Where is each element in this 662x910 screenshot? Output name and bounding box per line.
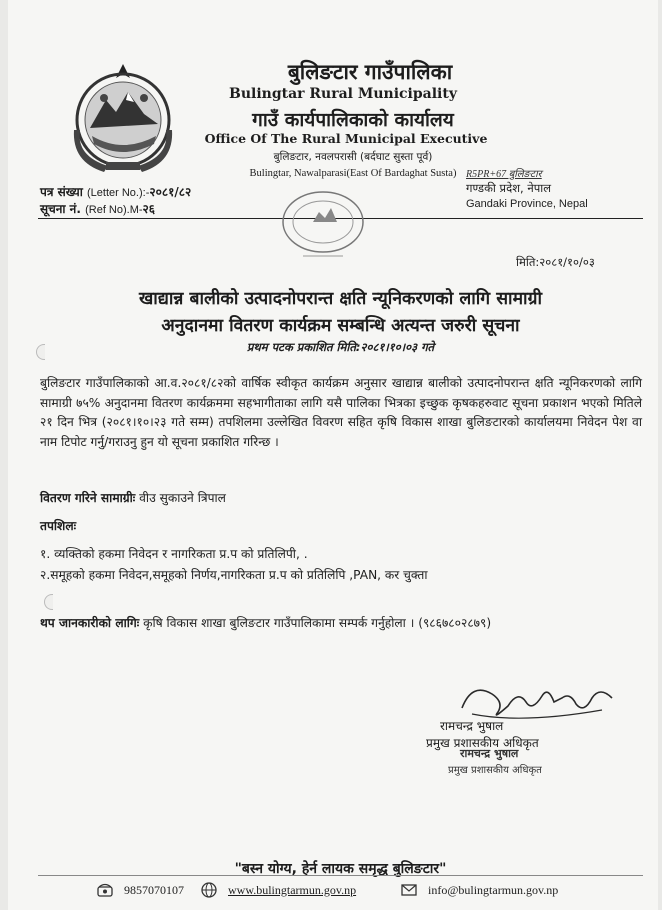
materials-line	[40, 489, 226, 506]
materials-value: वीउ सुकाउने त्रिपाल	[135, 491, 226, 505]
website-link[interactable]: www.bulingtarmun.gov.np	[228, 882, 357, 897]
reference-number-label-en: (Ref No).M-	[85, 204, 143, 216]
notice-title-line-2: अनुदानमा वितरण कार्यक्रम सम्बन्धि अत्यन्त जरुरी सूचना	[161, 316, 520, 336]
letter-number-label: पत्र संख्या	[40, 185, 83, 199]
office-name-np: गाउँ कार्यपालिकाको कार्यालय	[252, 109, 454, 131]
footer-website	[200, 881, 356, 899]
globe-icon	[200, 881, 218, 899]
reference-number	[40, 200, 155, 217]
office-seal-icon	[273, 186, 373, 266]
footer-phone	[96, 881, 184, 899]
footer-divider	[38, 875, 643, 876]
signatory-title: प्रमुख प्रशासकीय अधिकृत	[426, 736, 539, 750]
letter-number-value: २०८१/८२	[149, 185, 192, 199]
email-address[interactable]: info@bulingtarmun.gov.np	[428, 882, 559, 897]
stamp-signatory-title: प्रमुख प्रशासकीय अधिकृत	[448, 765, 542, 776]
footer-email	[400, 881, 558, 899]
publication-date: प्रथम पटक प्रकाशित मिति:२०८१।१०।०३ गते	[246, 340, 435, 354]
details-item: १. व्यक्तिको हकमा निवेदन र नागरिकता प्र.प को प्रतिलिपी, .	[40, 547, 308, 561]
notice-body: बुलिङटार गाउँपालिकाको आ.व.२०८१/८२को वार्षिक स्वीकृत कार्यक्रम अनुसार खाद्यान्न बालीको उत्पादनोपरान्त क्षति न्यूनिकरणको लागि सामाग्री ७५% अनुदानमा वितरण कार्यक्रममा सहभागीताका लागि यसै पालिका भित्रका इच्छुक कृषकहरुवाट सूचना प्रकाशन भएको मितिले २१ दिन भित्र (२०८१।१०।२३ गते सम्म) तपशिलमा उल्लेखित विवरण सहित कृषि विकास शाखा बुलिङटारको कार्यालयमा निवेदन पेश वा नाम टिपोट गर्नु/गराउनु हुन यो सूचना प्रकाशित गरिन्छ ।	[40, 376, 642, 449]
contact-value: कृषि विकास शाखा बुलिङटार गाउँपालिकामा सम्पर्क गर्नुहोला । (९८६७८०२८७९)	[139, 616, 492, 630]
notice-title-line-1: खाद्यान्न बालीको उत्पादनोपरान्त क्षति न्यूनिकरणको लागि सामाग्री	[138, 289, 542, 309]
notice-date: मिति:२०८१/१०/०३	[516, 255, 595, 269]
details-heading: तपशिलः	[40, 519, 77, 533]
province-np: गण्डकी प्रदेश, नेपाल	[466, 181, 552, 195]
footer-slogan: "बस्न योग्य, हेर्न लायक समृद्ध बुलिङटार"	[234, 861, 447, 877]
phone-number: 9857070107	[124, 882, 184, 897]
contact-label: थप जानकारीको लागिः	[40, 616, 140, 630]
letter-number-label-en: (Letter No.):-	[87, 187, 150, 199]
punch-hole	[36, 344, 45, 360]
municipality-name-en: Bulingtar Rural Municipality	[229, 86, 457, 102]
letter-number	[40, 183, 191, 200]
contact-line	[40, 614, 491, 631]
letter-page	[8, 0, 658, 910]
signatory-name: रामचन्द्र भुषाल	[440, 719, 504, 733]
details-item: २.समूहको हकमा निवेदन,समूहको निर्णय,नागरिकता प्र.प को प्रतिलिपि ,PAN, कर चुक्ता	[40, 568, 428, 582]
reference-number-value: २६	[142, 202, 156, 216]
location-code: R5PR+67 बुलिङटार	[466, 169, 542, 180]
materials-label: वितरण गरिने सामाग्रीः	[40, 491, 136, 505]
address-en: Bulingtar, Nawalparasi(East Of Bardaghat Susta)	[249, 168, 457, 179]
footer-contact-bar	[0, 881, 662, 901]
province-en: Gandaki Province, Nepal	[466, 198, 588, 210]
mail-icon	[400, 881, 418, 899]
reference-number-label: सूचना नं.	[40, 202, 81, 216]
office-name-en: Office Of The Rural Municipal Executive	[204, 131, 488, 146]
nepal-emblem-icon	[68, 58, 178, 176]
phone-icon	[96, 881, 114, 899]
punch-hole	[44, 594, 53, 610]
stamp-signatory-name: रामचन्द्र भुषाल	[460, 747, 519, 760]
address-np: बुलिङटार, नवलपरासी (बर्दघाट सुस्ता पूर्व)	[273, 151, 433, 163]
municipality-name-np: बुलिङटार गाउँपालिका	[287, 60, 453, 84]
